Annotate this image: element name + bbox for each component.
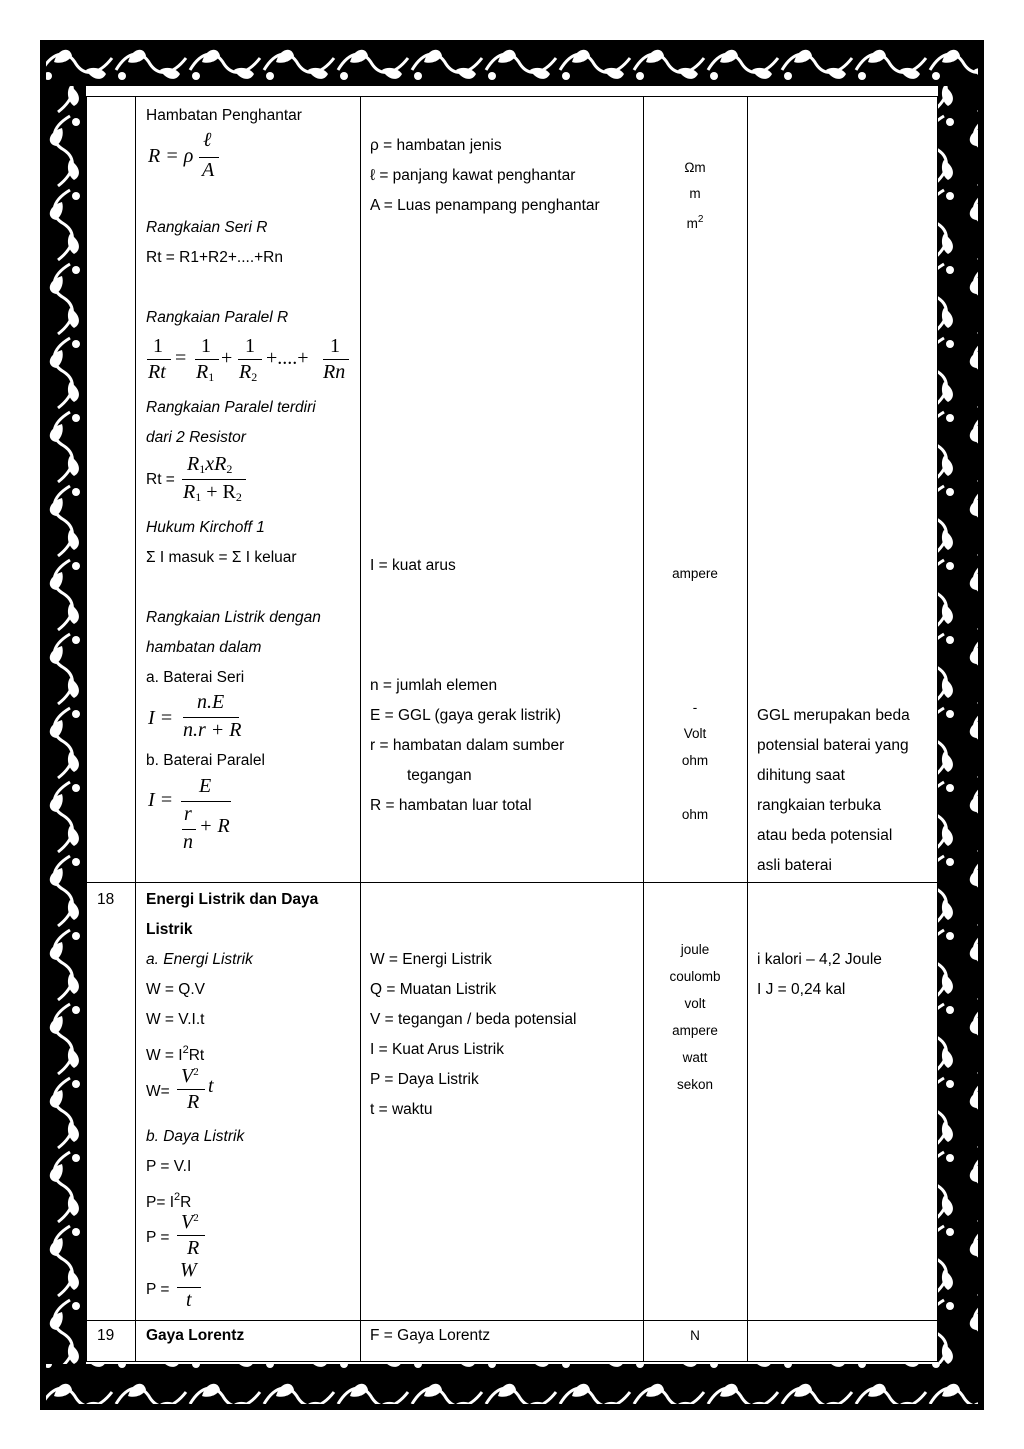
baterai-paralel-label: b. Baterai Paralel (146, 752, 265, 769)
rt-denominator: $R_1 + R_2$ (183, 481, 242, 504)
unit-m2: $m^2$ (686, 214, 704, 231)
desc-line: V = tegangan / beda potensial (370, 1011, 577, 1028)
formula-w3: $W = I^2Rt$ (146, 1044, 205, 1064)
seri-lhs: I = (148, 707, 174, 729)
unit-volt: volt (684, 996, 706, 1011)
note-line: dihitung saat (757, 767, 845, 784)
fraction-line (182, 829, 196, 830)
paralel-plus-dots: +....+ (266, 347, 309, 369)
par-den-n: n (183, 831, 193, 853)
formula-p4-lhs: P = (146, 1281, 170, 1298)
note-line: GGL merupakan beda (757, 707, 910, 724)
kirchoff-title: Hukum Kirchoff 1 (146, 519, 265, 536)
formula-w2: W = V.I.t (146, 1011, 205, 1028)
formula-r-num: ℓ (203, 129, 212, 151)
table-row (87, 883, 937, 1321)
formula-w1: W = Q.V (146, 981, 205, 998)
hambatan-title: Hambatan Penghantar (146, 107, 302, 124)
note-line: asli baterai (757, 857, 832, 874)
formula-r-den: A (202, 159, 215, 181)
paralel2-title-2: dari 2 Resistor (146, 429, 246, 446)
formula-p2: $P= I^2R$ (146, 1191, 192, 1211)
paralel2-title: Rangkaian Paralel terdiri (146, 399, 316, 416)
fraction-line (177, 1235, 205, 1236)
note-line: i kalori – 4,2 Joule (757, 951, 882, 968)
paralel-n3: 1 (245, 335, 255, 357)
paralel-d4: Rn (323, 361, 346, 383)
unit-ohm: ohm (681, 807, 709, 822)
unit-ampere: ampere (672, 566, 718, 581)
kirchoff-formula: Σ I masuk = Σ I keluar (146, 549, 297, 566)
rt-numerator: $R_1xR_2$ (187, 453, 233, 476)
desc-e: E = GGL (gaya gerak listrik) (370, 707, 562, 724)
formula-p1: P = V.I (146, 1158, 192, 1175)
desc-n: n = jumlah elemen (370, 677, 498, 694)
fraction-line (323, 359, 349, 360)
unit-sekon: sekon (676, 1077, 714, 1092)
seri-den: n.r + R (183, 719, 242, 741)
unit-m: m (689, 186, 701, 201)
desc-i: I = kuat arus (370, 557, 456, 574)
desc-line: F = Gaya Lorentz (370, 1327, 491, 1344)
unit-n: N (690, 1328, 700, 1343)
unit-ohm-m: Ωm (684, 160, 706, 175)
unit-joule: joule (680, 942, 710, 957)
par-lhs: I = (148, 789, 174, 811)
table-row (87, 97, 937, 883)
formula-p3-num: $V^2$ (181, 1211, 199, 1233)
formula-p4-num: W (180, 1259, 197, 1281)
table-row (87, 1321, 937, 1361)
fraction-line (181, 801, 231, 802)
desc-line: W = Energi Listrik (370, 951, 492, 968)
unit-coulomb: coulomb (669, 969, 721, 984)
fraction-line (199, 157, 219, 158)
formula-table (86, 96, 938, 1362)
formula-r-lhs: R = ρ (148, 145, 194, 167)
paralel-d1: Rt (148, 361, 166, 383)
paralel-n2: 1 (201, 335, 211, 357)
desc-line: t = waktu (370, 1101, 433, 1118)
units-column (643, 97, 747, 883)
formula-w4-lhs: W= (146, 1083, 170, 1100)
note-line: I J = 0,24 kal (757, 981, 846, 998)
row-number: 19 (97, 1327, 115, 1344)
unit-ampere: ampere (672, 1023, 718, 1038)
section-title: Energi Listrik dan Daya (146, 891, 319, 908)
paralel-d3: $R_2$ (239, 361, 258, 384)
paralel-n1: 1 (153, 335, 163, 357)
par-num: E (199, 775, 212, 797)
note-line: rangkaian terbuka (757, 797, 882, 814)
units-column (643, 883, 747, 1321)
paralel-n4: 1 (330, 335, 340, 357)
desc-line: I = Kuat Arus Listrik (370, 1041, 504, 1058)
desc-l: ℓ = panjang kawat penghantar (370, 167, 576, 184)
rt-label: Rt = (146, 471, 175, 488)
fraction-line (177, 1089, 205, 1090)
energi-label: a. Energi Listrik (146, 951, 253, 968)
unit-watt: watt (682, 1050, 708, 1065)
par-den-r: r (184, 803, 192, 825)
desc-rho: ρ = hambatan jenis (370, 137, 502, 154)
fraction-line (147, 359, 171, 360)
note-line: potensial baterai yang (757, 737, 909, 754)
unit-ohm: ohm (681, 753, 709, 768)
fraction-line (238, 359, 262, 360)
formula-p4-den: t (186, 1289, 192, 1311)
formula-w4-num: $V^2$ (181, 1065, 199, 1087)
fraction-line (183, 717, 239, 718)
unit-dash: - (692, 700, 698, 715)
formula-w4-t: t (208, 1075, 214, 1097)
listrik-title-2: hambatan dalam (146, 639, 262, 656)
paralel-eq: = (175, 347, 187, 369)
fraction-line (182, 479, 246, 480)
desc-rtotal: R = hambatan luar total (370, 797, 532, 814)
seri-num: n.E (197, 691, 225, 713)
unit-volt: Volt (683, 726, 707, 741)
desc-line: Q = Muatan Listrik (370, 981, 497, 998)
desc-line: P = Daya Listrik (370, 1071, 479, 1088)
note-line: atau beda potensial (757, 827, 893, 844)
desc-a: A = Luas penampang penghantar (370, 197, 600, 214)
daya-label: b. Daya Listrik (146, 1128, 245, 1145)
desc-r: r = hambatan dalam sumber (370, 737, 565, 754)
row-number: 18 (97, 891, 115, 908)
seri-title: Rangkaian Seri R (146, 219, 268, 236)
formula-w4-den: R (187, 1091, 200, 1113)
section-title: Gaya Lorentz (146, 1327, 245, 1344)
baterai-seri-label: a. Baterai Seri (146, 669, 245, 686)
formula-p3-lhs: P = (146, 1229, 170, 1246)
paralel-title: Rangkaian Paralel R (146, 309, 289, 326)
par-den-plus: + R (199, 815, 230, 837)
paralel-d2: $R_1$ (196, 361, 215, 384)
section-title-2: Listrik (146, 921, 193, 938)
desc-r-cont: tegangan (407, 767, 472, 784)
paralel-plus: + (221, 347, 233, 369)
seri-formula: Rt = R1+R2+....+Rn (146, 249, 283, 266)
fraction-line (177, 1287, 201, 1288)
formula-p3-den: R (187, 1237, 200, 1259)
listrik-title: Rangkaian Listrik dengan (146, 609, 321, 626)
fraction-line (195, 359, 219, 360)
